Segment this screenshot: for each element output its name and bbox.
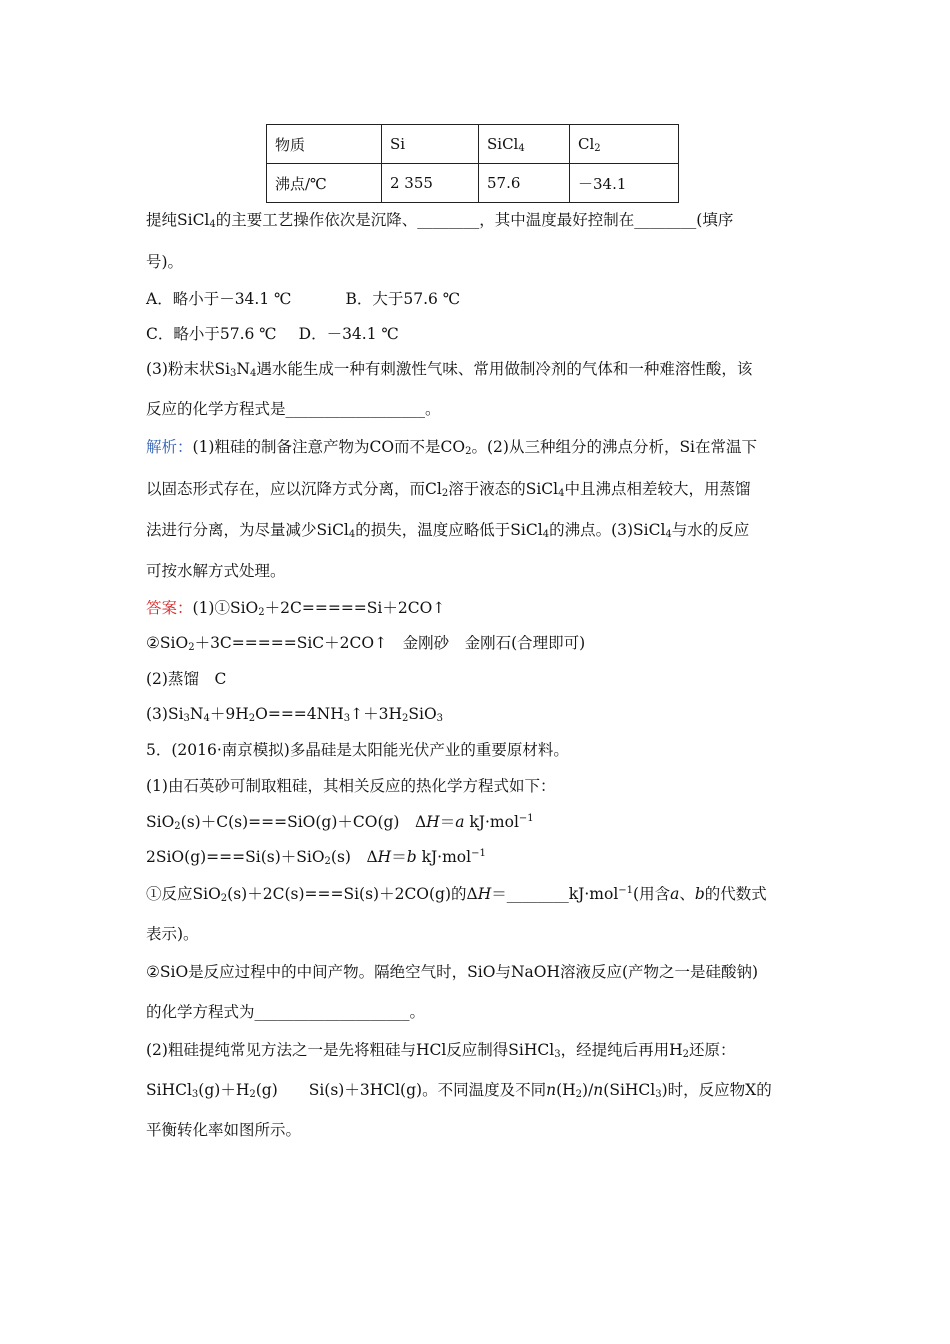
equation-2: 2SiO(g)===Si(s)＋SiO$_2$(s) ΔH＝b kJ·mol$^{-1}$ <box>146 848 486 867</box>
question-3-line-1: (3)粉末状$Si_3N_4$遇水能生成一种有刺激性气味、常用做制冷剂的气体和一种难溶性酸，该 <box>146 360 753 379</box>
analysis-line-2: 以固态形式存在，应以沉降方式分离，而$Cl_2$溶于液态的SiCl$_4$中且沸点相差较大，用蒸馏 <box>146 480 751 499</box>
analysis-label: 解析： <box>146 438 193 456</box>
question-5-2-line-2: $SiHCl_3(g)+H_2(g)$ Si(s)＋3HCl(g)。不同温度及不同$n(H_2)/n(SiHCl_3)$时，反应物X的 <box>146 1081 772 1100</box>
table-cell: 沸点/℃ <box>267 164 382 203</box>
table-cell: $Cl_2$ <box>570 125 679 164</box>
question-5-2-line-3: 平衡转化率如图所示。 <box>146 1121 302 1139</box>
question-5-1b-line-1: ②SiO是反应过程中的中间产物。隔绝空气时，SiO与NaOH溶液反应(产物之一是硅酸钠) <box>146 963 759 981</box>
options-row-2 <box>146 324 399 344</box>
question-5-2-line-1: (2)粗硅提纯常见方法之一是先将粗硅与HCl反应制得SiHCl$_3$，经提纯后再用$H_2$还原： <box>146 1041 736 1060</box>
table-cell: SiCl$_4$ <box>479 125 570 164</box>
boiling-point-table <box>266 124 679 203</box>
analysis-line-3: 法进行分离，为尽量减少SiCl$_4$的损失，温度应略低于SiCl$_4$的沸点。(3)SiCl$_4$与水的反应 <box>146 521 750 540</box>
analysis-line-1: 解析：(1)粗硅的制备注意产物为CO而不是$CO_2$。(2)从三种组分的沸点分析，Si在常温下 <box>146 438 758 457</box>
question-5-1a-line-1: ①反应SiO$_2$(s)＋2C(s)===Si(s)＋2CO(g)的ΔH＝________kJ·mol$^{-1}$(用含a、b的代数式 <box>146 885 767 904</box>
equation-1: SiO$_2$(s)＋C(s)===SiO(g)＋CO(g) ΔH＝a kJ·mol$^{-1}$ <box>146 813 534 832</box>
answer-line-2: ②SiO$_2$＋3C=====SiC＋2CO↑ 金刚砂 金刚石(合理即可) <box>146 634 586 653</box>
question-5-part-1: (1)由石英砂可制取粗硅，其相关反应的热化学方程式如下： <box>146 777 556 795</box>
answer-label: 答案： <box>146 599 193 617</box>
table-cell: 57.6 <box>479 164 570 203</box>
question-5-1b-line-2: 的化学方程式为____________________。 <box>146 1003 426 1021</box>
question-5-1a-line-2: 表示)。 <box>146 925 199 943</box>
option-c: C．略小于57.6 ℃ <box>146 325 277 343</box>
table-cell: 2 355 <box>382 164 479 203</box>
question-5-title: 5．(2016·南京模拟)多晶硅是太阳能光伏产业的重要原材料。 <box>146 741 569 759</box>
question-2-line-2: 号)。 <box>146 253 184 271</box>
table-row <box>267 164 679 203</box>
answer-line-4: $(3)Si_3N_4+9H_2O===4NH_3↑+3H_2SiO_3$ <box>146 705 444 724</box>
option-b: B．大于57.6 ℃ <box>345 290 461 308</box>
table-cell: －34.1 <box>570 164 679 203</box>
answer-line-3: (2)蒸馏 C <box>146 670 227 688</box>
analysis-line-4: 可按水解方式处理。 <box>146 562 286 580</box>
answer-line-1: 答案：(1)①SiO$_2$＋2C=====Si＋2CO↑ <box>146 599 446 618</box>
question-3-line-2: 反应的化学方程式是__________________。 <box>146 400 441 418</box>
question-2-line-1: 提纯SiCl$_4$的主要工艺操作依次是沉降、________，其中温度最好控制在________(填序 <box>146 211 734 230</box>
options-row-1 <box>146 289 460 309</box>
table-cell: Si <box>382 125 479 164</box>
table-row <box>267 125 679 164</box>
option-a: A．略小于－34.1 ℃ <box>146 290 292 308</box>
option-d: D．－34.1 ℃ <box>298 325 399 343</box>
table-cell: 物质 <box>267 125 382 164</box>
